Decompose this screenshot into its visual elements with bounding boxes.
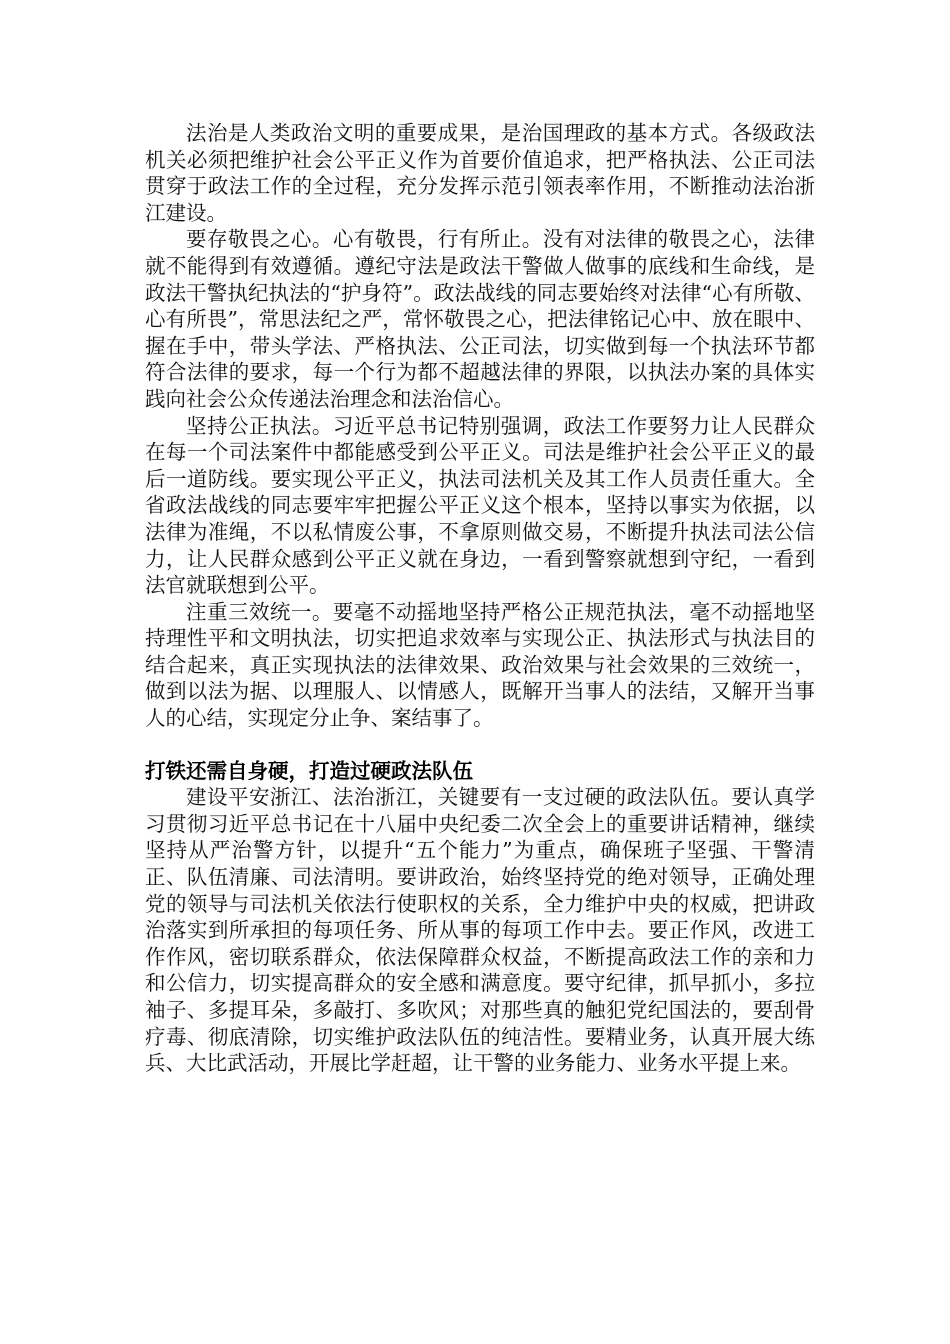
paragraph-three-effects: 注重三效统一。要毫不动摇地坚持严格公正规范执法，毫不动摇地坚持理性平和文明执法，切实把追求效率与实现公正、执法形式与执法目的结合起来，真正实现执法的法律效果、政治效果与社会效果的三效统一，做到以法为据、以理服人、以情感人，既解开当事人的法结，又解开当事人的心结，实现定分止争、案结事了。 xyxy=(145,599,815,731)
paragraph-rule-of-law: 法治是人类政治文明的重要成果，是治国理政的基本方式。各级政法机关必须把维护社会公平正义作为首要价值追求，把严格执法、公正司法贯穿于政法工作的全过程，充分发挥示范引领表率作用，不断推动法治浙江建设。 xyxy=(145,121,815,225)
section-heading: 打铁还需自身硬，打造过硬政法队伍 xyxy=(145,758,473,783)
paragraph-reverence: 要存敬畏之心。心有敬畏，行有所止。没有对法律的敬畏之心，法律就不能得到有效遵循。遵纪守法是政法干警做人做事的底线和生命线，是政法干警执纪执法的“护身符”。政法战线的同志要始终对法律“心有所敬、心有所畏”，常思法纪之严，常怀敬畏之心，把法律铭记心中、放在眼中、握在手中，带头学法、严格执法、公正司法，切实做到每一个执法环节都符合法律的要求，每一个行为都不超越法律的界限，以执法办案的具体实践向社会公众传递法治理念和法治信心。 xyxy=(145,227,815,411)
paragraph-fair-enforcement: 坚持公正执法。习近平总书记特别强调，政法工作要努力让人民群众在每一个司法案件中都能感受到公平正义。司法是维护社会公平正义的最后一道防线。要实现公平正义，执法司法机关及其工作人员责任重大。全省政法战线的同志要牢牢把握公平正义这个根本，坚持以事实为依据，以法律为准绳，不以私情废公事，不拿原则做交易，不断提升执法司法公信力，让人民群众感到公平正义就在身边，一看到警察就想到守纪，一看到法官就联想到公平。 xyxy=(145,413,815,598)
section-spacer xyxy=(145,732,815,758)
document-body xyxy=(145,120,815,1077)
paragraph-team-building: 建设平安浙江、法治浙江，关键要有一支过硬的政法队伍。要认真学习贯彻习近平总书记在十八届中央纪委二次全会上的重要讲话精神，继续坚持从严治警方针，以提升“五个能力”为重点，确保班子坚强、干警清正、队伍清廉、司法清明。要讲政治，始终坚持党的绝对领导，正确处理党的领导与司法机关依法行使职权的关系，全力维护中央的权威，把讲政治落实到所承担的每项任务、所从事的每项工作中去。要正作风，改进工作作风，密切联系群众，依法保障群众权益，不断提高政法工作的亲和力和公信力，切实提高群众的安全感和满意度。要守纪律，抓早抓小，多拉袖子、多提耳朵，多敲打、多吹风；对那些真的触犯党纪国法的，要刮骨疗毒、彻底清除，切实维护政法队伍的纯洁性。要精业务，认真开展大练兵、大比武活动，开展比学赶超，让干警的业务能力、业务水平提上来。 xyxy=(145,785,815,1076)
